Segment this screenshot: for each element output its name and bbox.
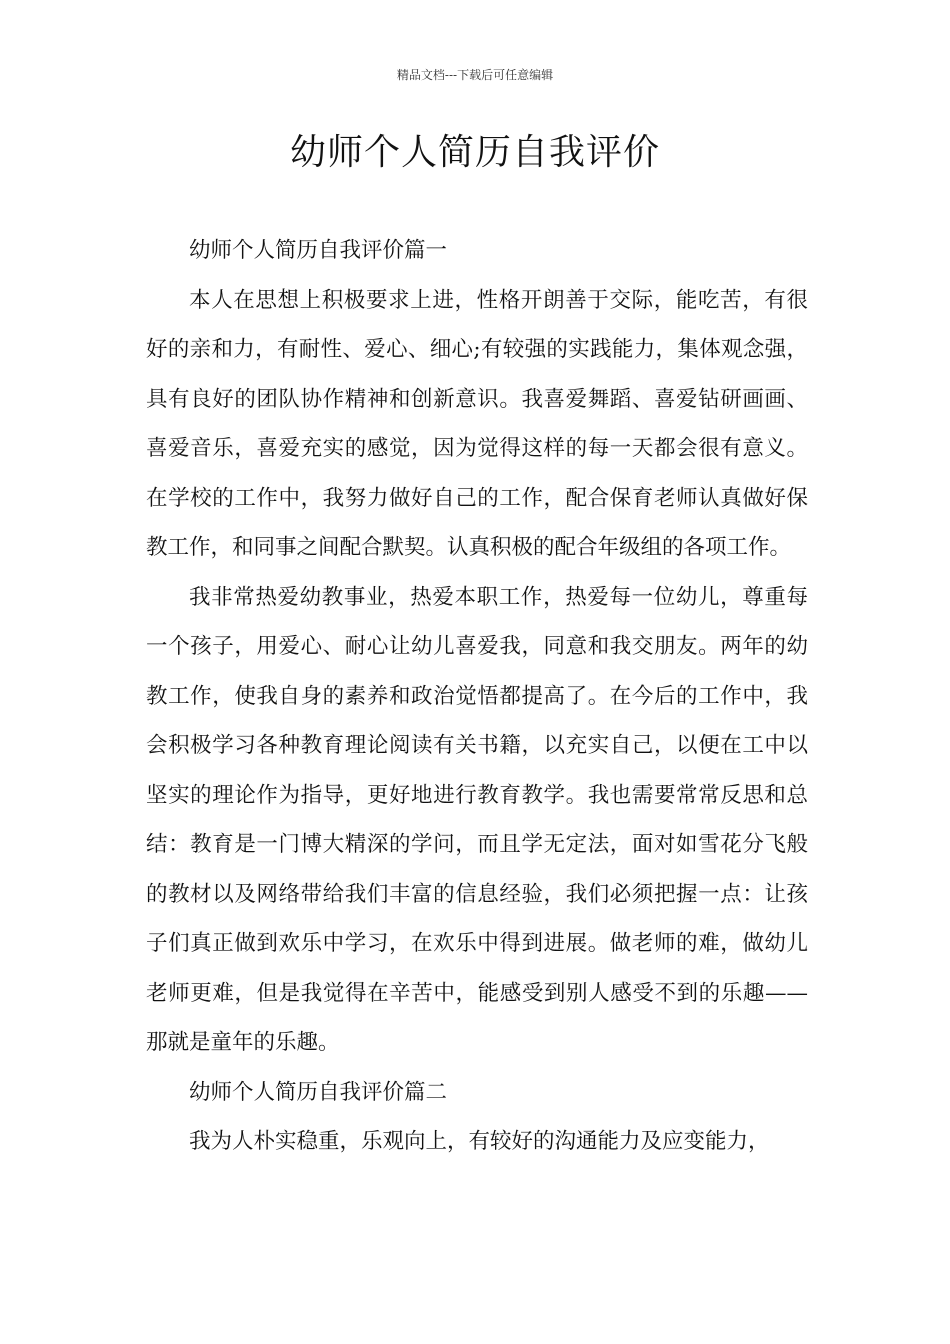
paragraph-3: 我为人朴实稳重，乐观向上，有较好的沟通能力及应变能力， (189, 1129, 770, 1154)
document-title: 幼师个人简历自我评价 (289, 132, 660, 173)
header-note: 精品文档---下载后可任意编辑 (396, 68, 554, 82)
section-heading-2: 幼师个人简历自我评价篇二 (189, 1079, 448, 1105)
document-body (146, 226, 808, 1167)
paragraph-1: 本人在思想上积极要求上进，性格开朗善于交际，能吃苦，有很好的亲和力，有耐性、爱心、细心;有较强的实践能力，集体观念强，具有良好的团队协作精神和创新意识。我喜爱舞蹈、喜爱钻研画画、喜爱音乐，喜爱充实的感觉，因为觉得这样的每一天都会很有意义。在学校的工作中，我努力做好自己的工作，配合保育老师认真做好保教工作，和同事之间配合默契。认真积极的配合年级组的各项工作。 (146, 287, 808, 560)
section-heading-1: 幼师个人简历自我评价篇一 (189, 238, 448, 263)
paragraph-2: 我非常热爱幼教事业，热爱本职工作，热爱每一位幼儿，尊重每一个孩子，用爱心、耐心让幼儿喜爱我，同意和我交朋友。两年的幼教工作，使我自身的素养和政治觉悟都提高了。在今后的工作中，我会积极学习各种教育理论阅读有关书籍，以充实自己，以便在工中以坚实的理论作为指导，更好地进行教育教学。我也需要常常反思和总结：教育是一门博大精深的学问，而且学无定法，面对如雪花分飞般的教材以及网络带给我们丰富的信息经验，我们必须把握一点：让孩子们真正做到欢乐中学习，在欢乐中得到进展。做老师的难，做幼儿老师更难，但是我觉得在辛苦中，能感受到别人感受不到的乐趣——那就是童年的乐趣。 (146, 584, 808, 1055)
